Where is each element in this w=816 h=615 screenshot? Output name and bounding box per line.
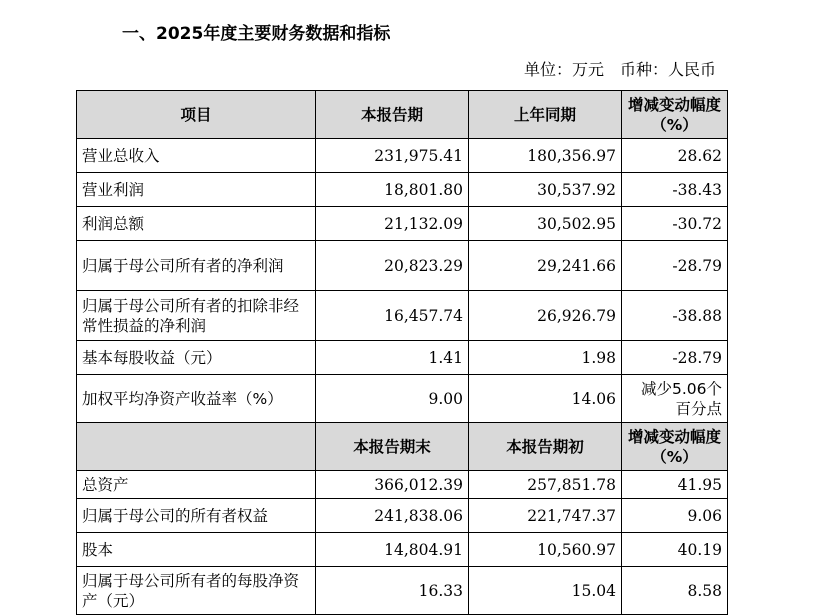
current-value: 9.00: [316, 375, 469, 423]
row-label: 归属于母公司所有者的扣除非经常性损益的净利润: [77, 291, 316, 341]
table-row: [77, 341, 728, 375]
current-value: 16,457.74: [316, 291, 469, 341]
table-row: [77, 375, 728, 423]
prior-value: 26,926.79: [469, 291, 622, 341]
row-label: 总资产: [77, 471, 316, 499]
table-row: [77, 533, 728, 567]
header-prior-period: 上年同期: [469, 91, 622, 139]
current-value: 18,801.80: [316, 173, 469, 207]
current-value: 1.41: [316, 341, 469, 375]
header-change-pct: 增减变动幅度（%）: [622, 91, 728, 139]
table-subheader-row: [77, 423, 728, 471]
change-value: -38.88: [622, 291, 728, 341]
current-value: 20,823.29: [316, 241, 469, 291]
table-row: [77, 471, 728, 499]
unit-label: 单位：万元: [523, 60, 604, 79]
row-label: 营业总收入: [77, 139, 316, 173]
change-value: -30.72: [622, 207, 728, 241]
change-value: -28.79: [622, 241, 728, 291]
change-value: 40.19: [622, 533, 728, 567]
prior-value: 14.06: [469, 375, 622, 423]
table-row: [77, 291, 728, 341]
current-value: 366,012.39: [316, 471, 469, 499]
header-current-period: 本报告期: [316, 91, 469, 139]
change-value: 28.62: [622, 139, 728, 173]
current-value: 21,132.09: [316, 207, 469, 241]
row-label: 利润总额: [77, 207, 316, 241]
change-value: -38.43: [622, 173, 728, 207]
header-period-end: 本报告期末: [316, 423, 469, 471]
row-label: 股本: [77, 533, 316, 567]
row-label: 归属于母公司所有者的每股净资产（元）: [77, 567, 316, 615]
header-change-pct: 增减变动幅度（%）: [622, 423, 728, 471]
current-value: 16.33: [316, 567, 469, 615]
header-period-start: 本报告期初: [469, 423, 622, 471]
prior-value: 1.98: [469, 341, 622, 375]
current-value: 231,975.41: [316, 139, 469, 173]
row-label: 归属于母公司的所有者权益: [77, 499, 316, 533]
change-value: 9.06: [622, 499, 728, 533]
change-value: 减少5.06个百分点: [622, 375, 728, 423]
change-value: 8.58: [622, 567, 728, 615]
unit-line: [524, 57, 716, 80]
table-row: [77, 139, 728, 173]
table-row: [77, 499, 728, 533]
prior-value: 30,502.95: [469, 207, 622, 241]
table-header-row: [77, 91, 728, 139]
prior-value: 257,851.78: [469, 471, 622, 499]
header-item-blank: [77, 423, 316, 471]
header-item: 项目: [77, 91, 316, 139]
change-value: -28.79: [622, 341, 728, 375]
prior-value: 30,537.92: [469, 173, 622, 207]
change-value: 41.95: [622, 471, 728, 499]
table-row: [77, 567, 728, 615]
table-row: [77, 241, 728, 291]
current-value: 241,838.06: [316, 499, 469, 533]
row-label: 加权平均净资产收益率（%）: [77, 375, 316, 423]
prior-value: 180,356.97: [469, 139, 622, 173]
prior-value: 29,241.66: [469, 241, 622, 291]
currency-label: 币种：人民币: [619, 60, 716, 79]
prior-value: 15.04: [469, 567, 622, 615]
row-label: 基本每股收益（元）: [77, 341, 316, 375]
financial-data-table: [76, 90, 728, 615]
prior-value: 10,560.97: [469, 533, 622, 567]
row-label: 归属于母公司所有者的净利润: [77, 241, 316, 291]
prior-value: 221,747.37: [469, 499, 622, 533]
row-label: 营业利润: [77, 173, 316, 207]
section-title: 一、2025年度主要财务数据和指标: [122, 24, 391, 44]
table-row: [77, 173, 728, 207]
table-row: [77, 207, 728, 241]
current-value: 14,804.91: [316, 533, 469, 567]
